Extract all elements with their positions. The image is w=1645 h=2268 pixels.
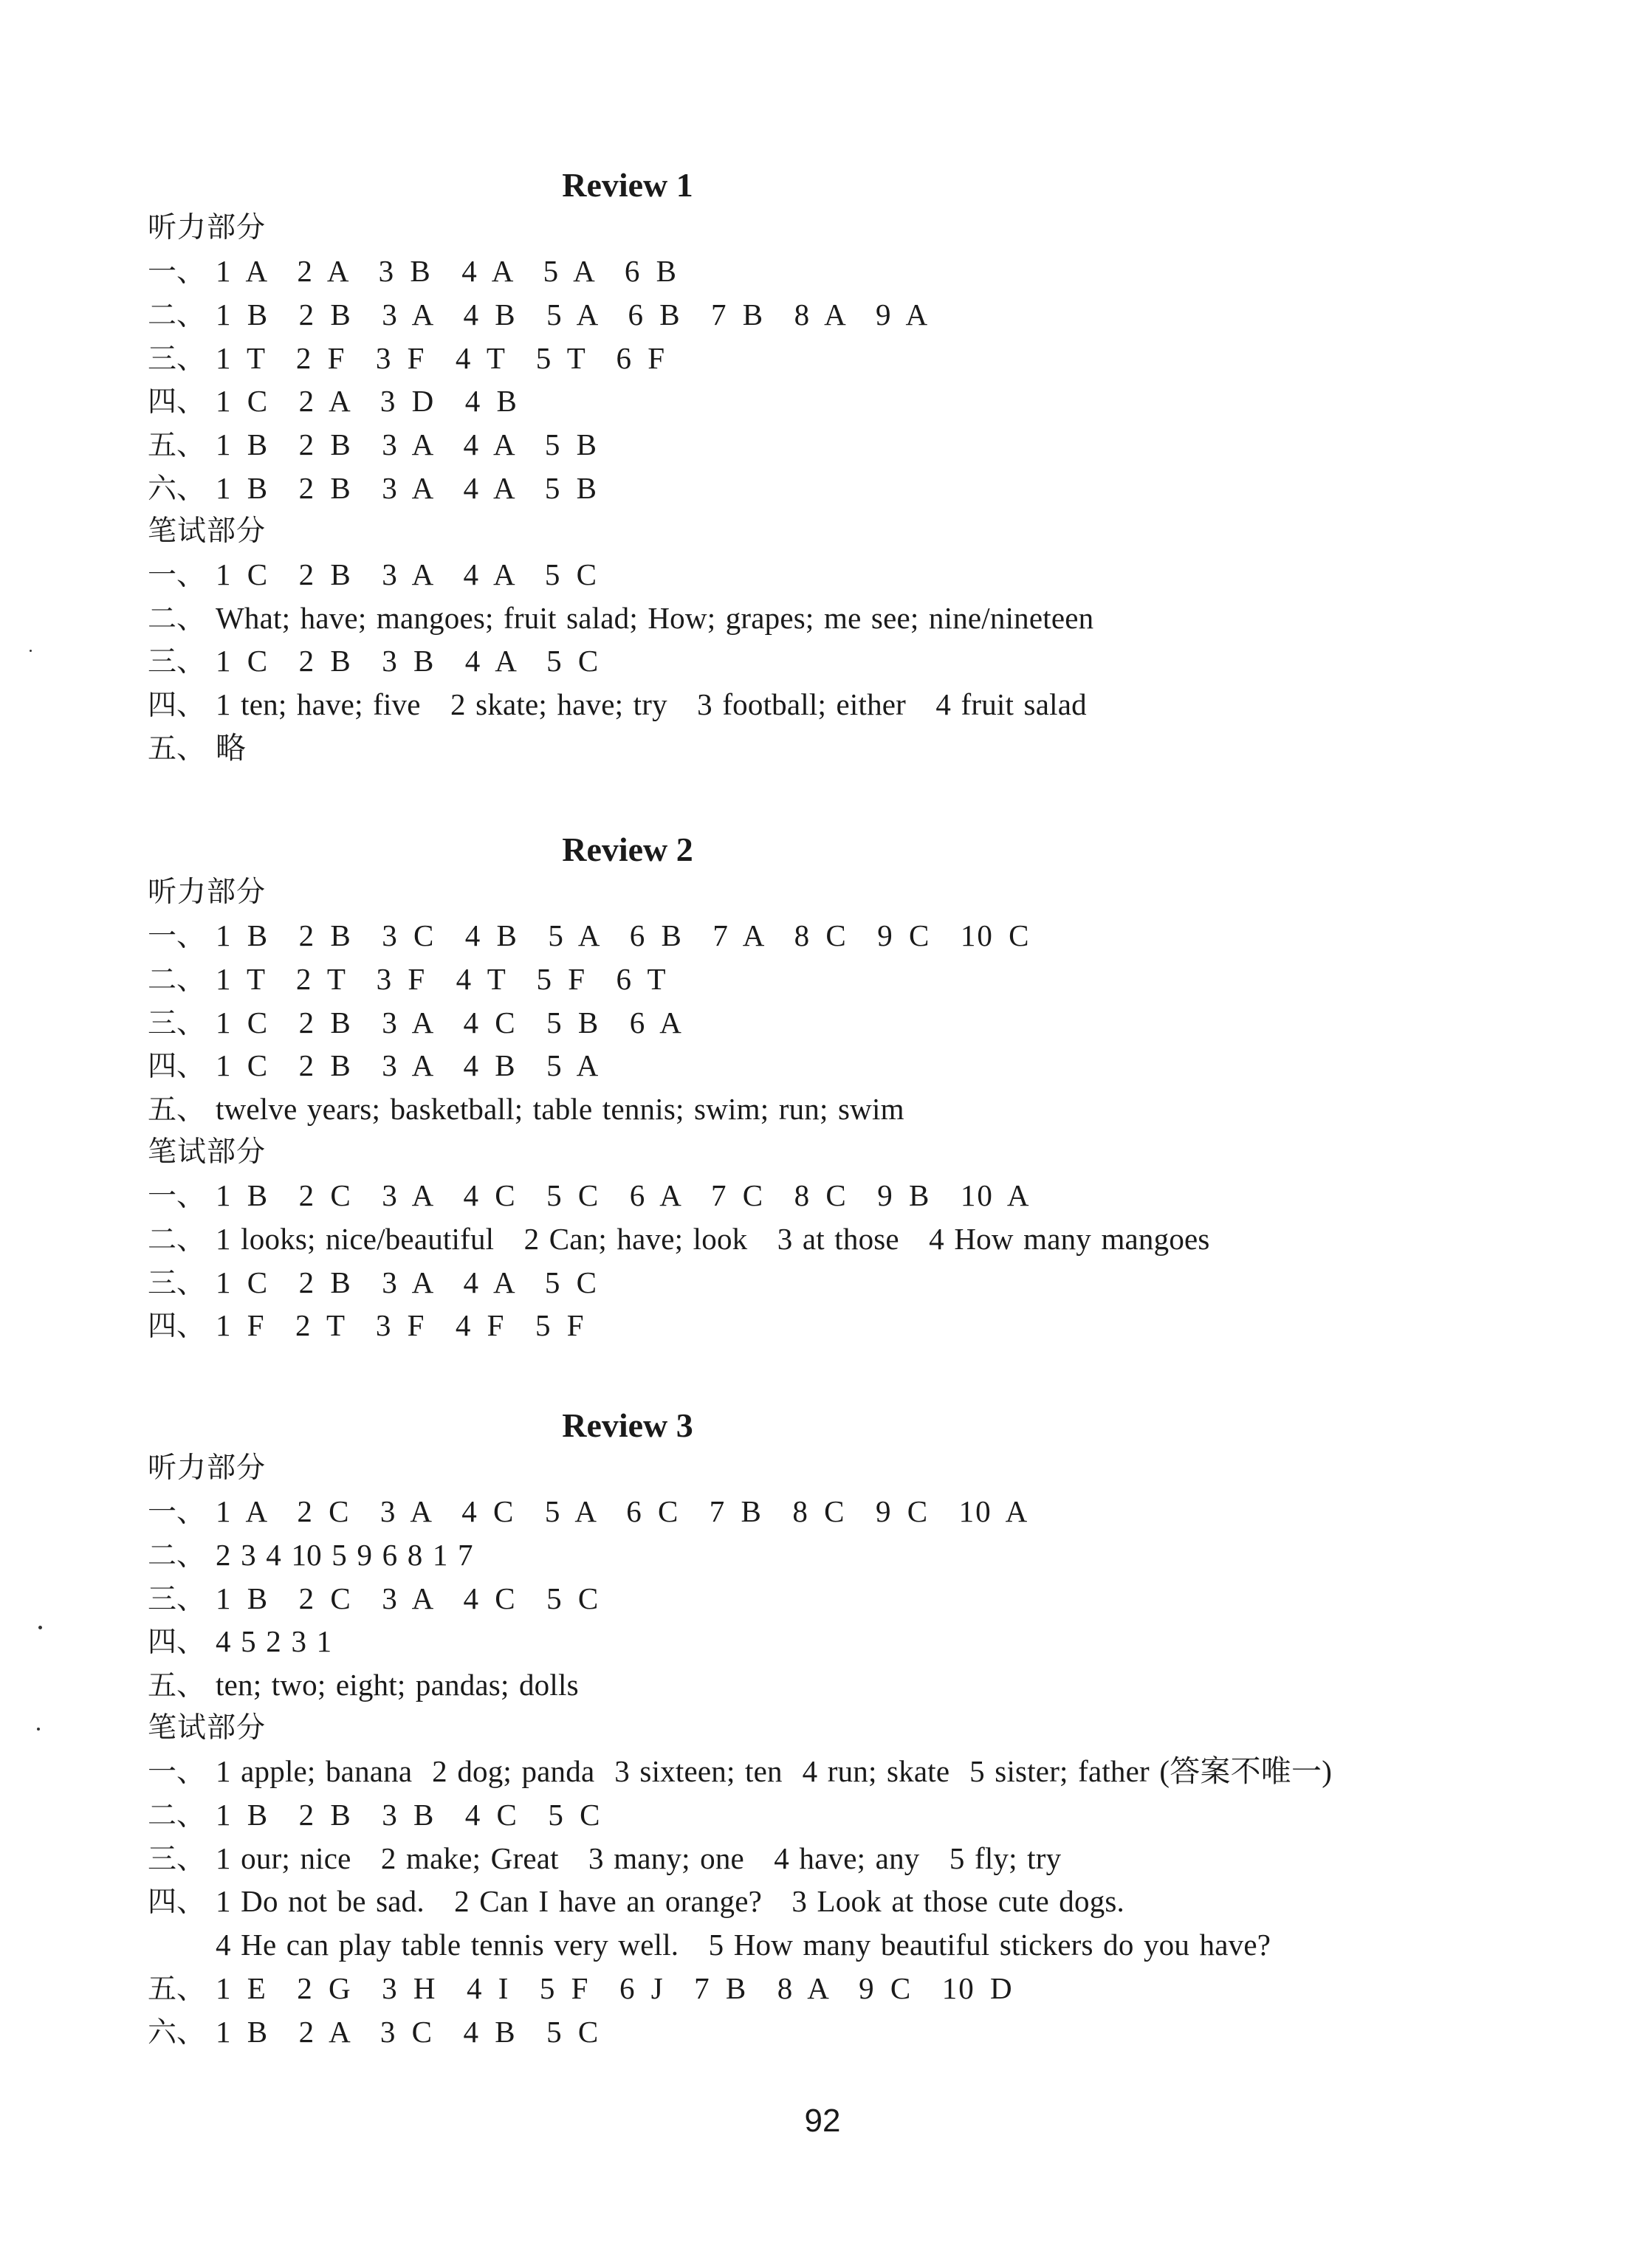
scan-speck bbox=[37, 1728, 40, 1731]
question-number: 三、 bbox=[148, 1842, 206, 1876]
question-number: 五、 bbox=[148, 1093, 206, 1127]
question-number: 一、 bbox=[148, 1496, 206, 1529]
answer-line bbox=[148, 553, 1447, 597]
answer-text: ten; two; eight; pandas; dolls bbox=[216, 1668, 579, 1702]
answer-text: 4 5 2 3 1 bbox=[216, 1624, 332, 1659]
answer-line bbox=[148, 1087, 1447, 1131]
question-number: 四、 bbox=[148, 1050, 206, 1084]
question-number: 二、 bbox=[148, 1798, 206, 1832]
section-label: 笔试部分 bbox=[148, 1711, 267, 1745]
question-number: 三、 bbox=[148, 1006, 206, 1040]
question-number: 四、 bbox=[148, 689, 206, 723]
answer-line bbox=[148, 683, 1447, 726]
scan-speck bbox=[30, 650, 32, 652]
answer-line bbox=[148, 2010, 1447, 2054]
answer-text: 1 B 2 B 3 A 4 B 5 A 6 B 7 B 8 A 9 A bbox=[216, 297, 930, 331]
answer-text: 1 A 2 A 3 B 4 A 5 A 6 B bbox=[216, 254, 679, 288]
answer-text: 略 bbox=[216, 730, 247, 765]
answer-line bbox=[148, 1750, 1447, 1793]
answer-line bbox=[148, 1001, 1447, 1045]
question-number: 六、 bbox=[148, 472, 206, 506]
answer-text: 1 looks; nice/beautiful 2 Can; have; look 3 at those 4 How many mangoes bbox=[216, 1221, 1210, 1256]
review-title: Review 3 bbox=[562, 1406, 693, 1444]
question-number: 二、 bbox=[148, 963, 206, 997]
answer-line bbox=[148, 958, 1447, 1001]
answer-line bbox=[148, 1837, 1447, 1880]
section-label: 笔试部分 bbox=[148, 514, 267, 548]
answer-text: 1 C 2 B 3 B 4 A 5 C bbox=[216, 644, 600, 678]
review-title: Review 2 bbox=[562, 831, 693, 868]
answer-text: 1 our; nice 2 make; Great 3 many; one 4 have; any 5 fly; try bbox=[216, 1841, 1062, 1875]
question-number: 一、 bbox=[148, 920, 206, 953]
answer-text: 1 B 2 C 3 A 4 C 5 C 6 A 7 C 8 C 9 B 10 A bbox=[216, 1178, 1031, 1212]
question-number: 四、 bbox=[148, 1626, 206, 1660]
review-2-block bbox=[148, 828, 1447, 1347]
review-1-block bbox=[148, 164, 1447, 770]
answer-continuation: 4 He can play table tennis very well. 5 How many beautiful stickers do you have? bbox=[216, 1928, 1271, 1962]
answer-text: 1 C 2 B 3 A 4 A 5 C bbox=[216, 1265, 598, 1299]
answer-line bbox=[148, 250, 1447, 293]
answer-line bbox=[148, 1793, 1447, 1837]
answer-line bbox=[148, 1490, 1447, 1533]
answer-line bbox=[148, 597, 1447, 640]
answer-text: 1 C 2 B 3 A 4 C 5 B 6 A bbox=[216, 1005, 683, 1040]
review-title: Review 1 bbox=[562, 166, 693, 204]
question-number: 一、 bbox=[148, 1755, 206, 1789]
answer-text: 1 C 2 B 3 A 4 A 5 C bbox=[216, 557, 598, 591]
answer-line bbox=[148, 1577, 1447, 1621]
answer-line bbox=[148, 1880, 1447, 1923]
answer-text: 1 apple; banana 2 dog; panda 3 sixteen; ten 4 run; skate 5 sister; father (答案不唯一) bbox=[216, 1753, 1333, 1788]
answer-text: 1 F 2 T 3 F 4 F 5 F bbox=[216, 1308, 585, 1343]
question-number: 一、 bbox=[148, 1179, 206, 1213]
answer-text: 1 B 2 B 3 A 4 A 5 B bbox=[216, 470, 598, 505]
review-3-block bbox=[148, 1404, 1447, 2054]
question-number: 五、 bbox=[148, 732, 206, 766]
question-number: 二、 bbox=[148, 1223, 206, 1257]
answer-text: 1 C 2 B 3 A 4 B 5 A bbox=[216, 1048, 600, 1083]
answer-text: 1 B 2 A 3 C 4 B 5 C bbox=[216, 2014, 600, 2049]
answer-line bbox=[148, 1044, 1447, 1087]
answer-line bbox=[148, 467, 1447, 510]
answer-text: 1 B 2 B 3 B 4 C 5 C bbox=[216, 1797, 602, 1832]
answer-line bbox=[148, 1174, 1447, 1217]
answer-line bbox=[148, 379, 1447, 423]
question-number: 六、 bbox=[148, 2016, 206, 2049]
answer-line bbox=[148, 293, 1447, 337]
answer-text: twelve years; basketball; table tennis; swim; run; swim bbox=[216, 1092, 904, 1127]
answer-line bbox=[148, 423, 1447, 467]
answer-text: 1 T 2 T 3 F 4 T 5 F 6 T bbox=[216, 961, 667, 996]
question-number: 二、 bbox=[148, 298, 206, 332]
answer-line bbox=[148, 337, 1447, 380]
question-number: 三、 bbox=[148, 1266, 206, 1300]
answer-line bbox=[148, 1217, 1447, 1261]
answer-text: What; have; mangoes; fruit salad; How; grapes; me see; nine/nineteen bbox=[216, 600, 1094, 635]
question-number: 五、 bbox=[148, 429, 206, 463]
scan-speck bbox=[38, 1626, 42, 1629]
section-label: 听力部分 bbox=[148, 876, 267, 909]
answer-line bbox=[148, 1261, 1447, 1305]
answer-line bbox=[148, 726, 1447, 770]
question-number: 四、 bbox=[148, 385, 206, 419]
answer-text: 1 B 2 C 3 A 4 C 5 C bbox=[216, 1581, 600, 1615]
answer-line bbox=[148, 1967, 1447, 2010]
answer-text: 1 Do not be sad. 2 Can I have an orange? 3 Look at those cute dogs. bbox=[216, 1884, 1125, 1919]
answer-text: 1 B 2 B 3 A 4 A 5 B bbox=[216, 427, 598, 462]
section-label: 听力部分 bbox=[148, 1451, 267, 1485]
question-number: 五、 bbox=[148, 1669, 206, 1703]
answer-text: 1 B 2 B 3 C 4 B 5 A 6 B 7 A 8 C 9 C 10 C bbox=[216, 918, 1031, 952]
answer-text: 1 ten; have; five 2 skate; have; try 3 football; either 4 fruit salad bbox=[216, 687, 1087, 722]
answer-text: 1 C 2 A 3 D 4 B bbox=[216, 384, 518, 419]
answer-text: 1 A 2 C 3 A 4 C 5 A 6 C 7 B 8 C 9 C 10 A bbox=[216, 1494, 1029, 1528]
answer-line bbox=[148, 1533, 1447, 1577]
answer-line bbox=[148, 1304, 1447, 1347]
answer-line bbox=[148, 639, 1447, 683]
answer-line bbox=[148, 1620, 1447, 1663]
answer-line bbox=[148, 1663, 1447, 1707]
question-number: 二、 bbox=[148, 1539, 206, 1573]
answer-text: 1 T 2 F 3 F 4 T 5 T 6 F bbox=[216, 340, 667, 375]
question-number: 五、 bbox=[148, 1972, 206, 2006]
question-number: 一、 bbox=[148, 255, 206, 289]
question-number: 三、 bbox=[148, 645, 206, 679]
answer-text: 2 3 4 10 5 9 6 8 1 7 bbox=[216, 1537, 473, 1572]
page-number: 92 bbox=[804, 2103, 841, 2139]
answer-line bbox=[148, 914, 1447, 958]
question-number: 四、 bbox=[148, 1310, 206, 1344]
question-number: 一、 bbox=[148, 558, 206, 592]
section-label: 听力部分 bbox=[148, 211, 267, 244]
section-label: 笔试部分 bbox=[148, 1135, 267, 1169]
question-number: 四、 bbox=[148, 1886, 206, 1920]
question-number: 二、 bbox=[148, 602, 206, 636]
question-number: 三、 bbox=[148, 1582, 206, 1616]
question-number: 三、 bbox=[148, 342, 206, 376]
answer-text: 1 E 2 G 3 H 4 I 5 F 6 J 7 B 8 A 9 C 10 D bbox=[216, 1970, 1014, 2005]
